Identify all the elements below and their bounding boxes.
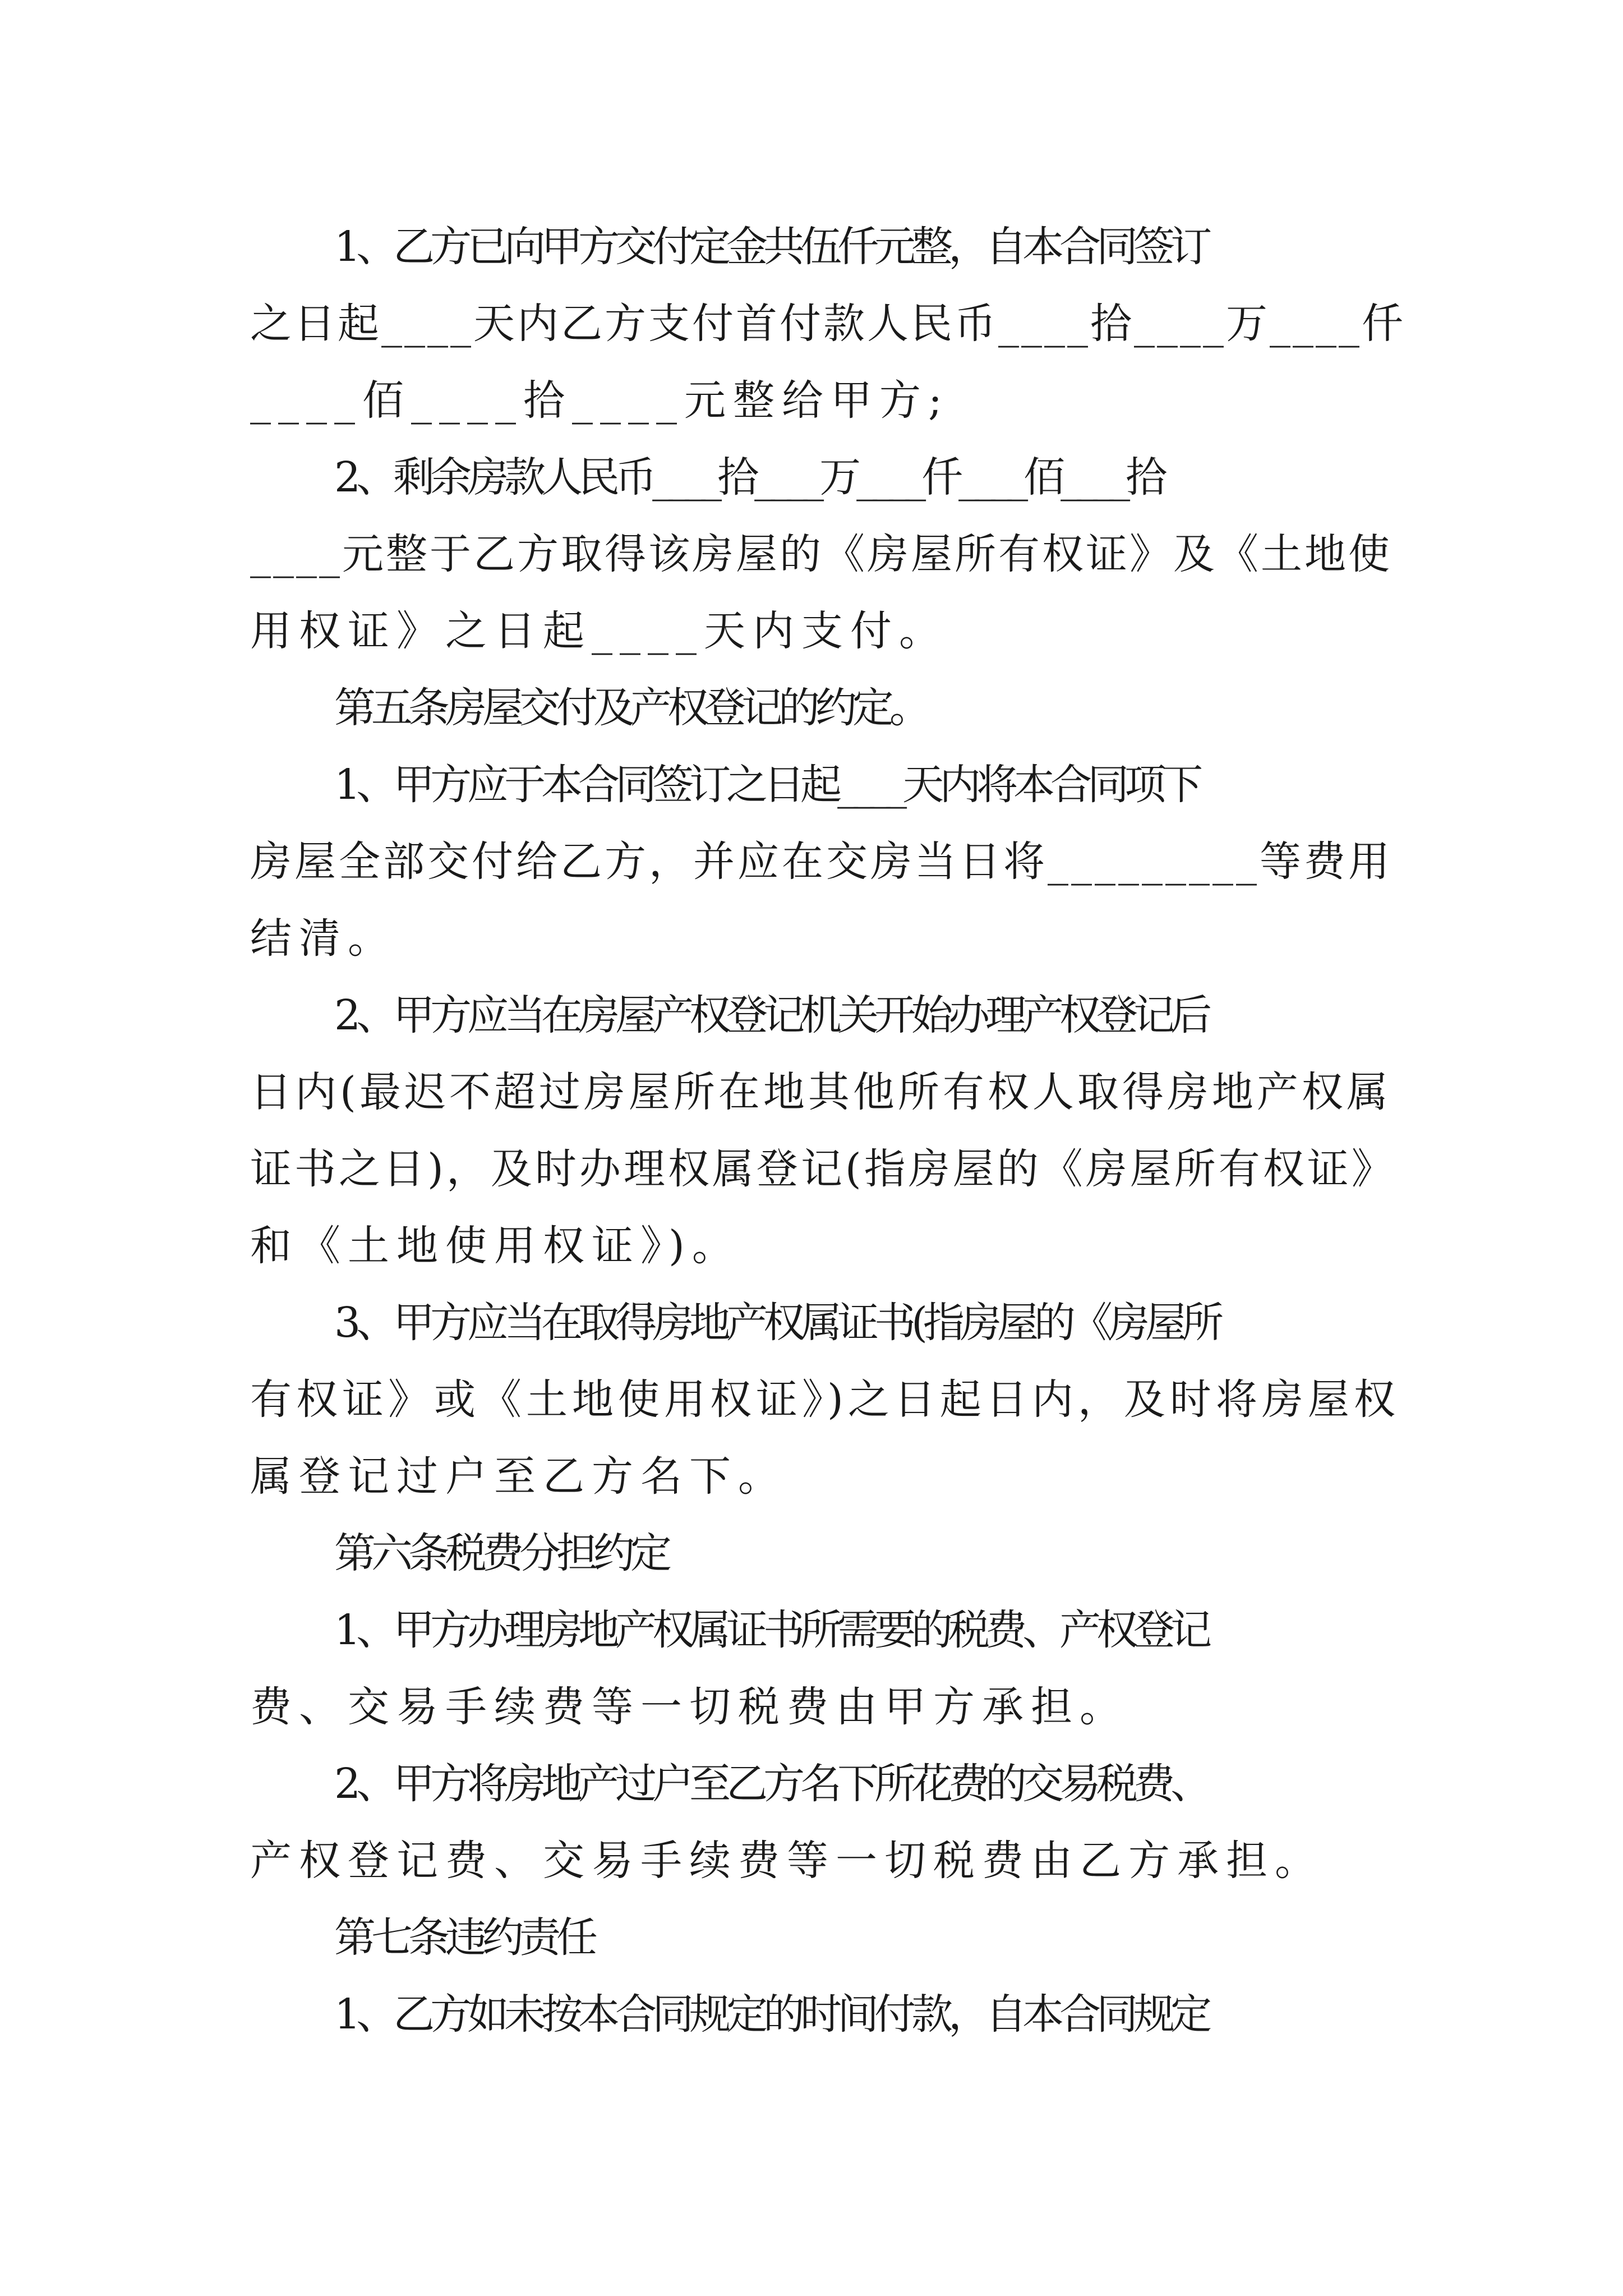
paragraph-line: 证书之日)，及时办理权属登记(指房屋的《房屋所有权证》 [250,1145,1396,1193]
paragraph-line: 2、甲方将房地产过户至乙方名下所花费的交易税费、 [334,1760,1208,1808]
paragraph-line: 2、甲方应当在房屋产权登记机关开始办理产权登记后 [334,991,1208,1039]
paragraph-line: 费、交易手续费等一切税费由甲方承担。 [250,1683,1128,1731]
paragraph-line: 属登记过户至乙方名下。 [250,1452,787,1501]
paragraph-line: 之日起____天内乙方支付首付款人民币____拾____万____仟 [250,300,1405,348]
paragraph-line: ____佰____拾____元整给甲方; [250,376,949,425]
paragraph-line: 1、甲方办理房地产权属证书所需要的税费、产权登记 [334,1606,1208,1654]
section-heading: 第五条房屋交付及产权登记的约定。 [334,684,926,732]
paragraph-line: ____元整于乙方取得该房屋的《房屋所有权证》及《土地使 [250,530,1392,578]
paragraph-line: 日内(最迟不超过房屋所在地其他所有权人取得房地产权属 [250,1068,1391,1116]
paragraph-line: 结清。 [250,914,396,963]
paragraph-line: 1、乙方已向甲方交付定金共伍仟元整，自本合同签订 [334,223,1208,271]
paragraph-line: 1、甲方应于本合同签订之日起____天内将本合同项下 [334,761,1199,809]
section-heading: 第七条违约责任 [334,1913,593,1962]
paragraph-line: 有权证》或《土地使用权证》)之日起日内，及时将房屋权 [250,1375,1400,1424]
paragraph-line: 用权证》之日起____天内支付。 [250,607,948,655]
paragraph-line: 房屋全部交付给乙方，并应在交房当日将_________等费用 [250,838,1393,886]
paragraph-line: 和《土地使用权证》)。 [250,1222,741,1270]
section-heading: 第六条税费分担约定 [334,1529,667,1577]
paragraph-line: 1、乙方如未按本合同规定的时间付款，自本合同规定 [334,1990,1208,2039]
paragraph-line: 3、甲方应当在取得房地产权属证书(指房屋的《房屋所 [334,1299,1219,1347]
paragraph-line: 2、剩余房款人民币____拾____万____仟____佰____拾 [334,453,1163,501]
paragraph-line: 产权登记费、交易手续费等一切税费由乙方承担。 [250,1837,1324,1885]
